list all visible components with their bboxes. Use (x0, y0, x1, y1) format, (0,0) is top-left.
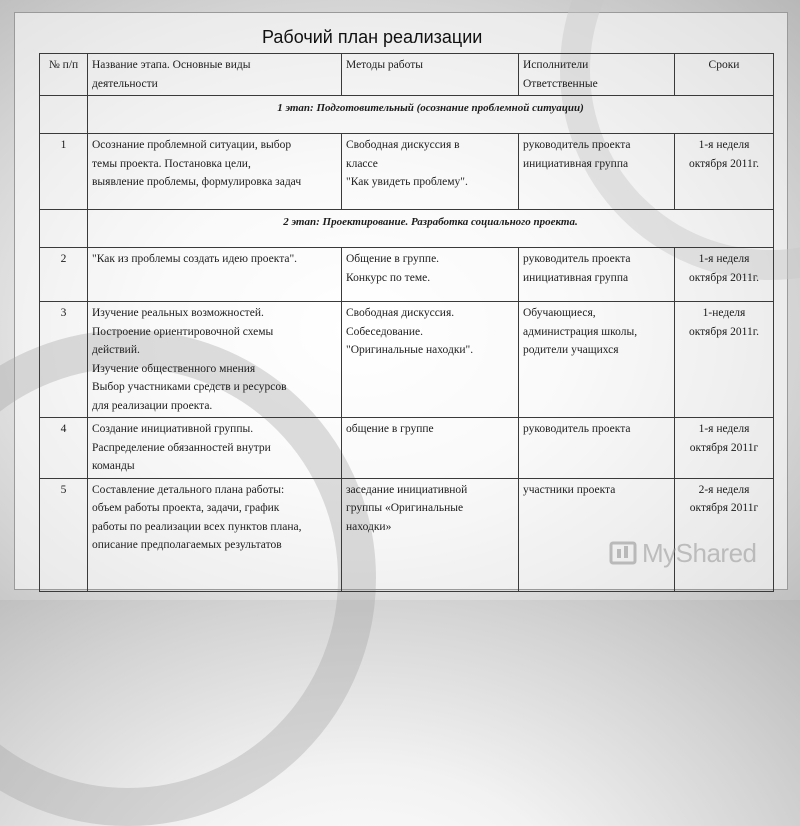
row-executors: руководитель проекта (519, 418, 675, 479)
row-name: Осознание проблемной ситуации, выбор темы проекта. Постановка цели, выявление проблемы, формулировка задач (88, 134, 342, 210)
row-terms: 1-я неделя октября 2011г. (675, 134, 774, 210)
myshared-logo-icon (608, 537, 638, 569)
row-methods: заседание инициативной группы «Оригинальные находки» (342, 478, 519, 591)
header-terms: Сроки (675, 54, 774, 96)
row-executors: участники проекта (519, 478, 675, 591)
page-title: Рабочий план реализации (262, 27, 483, 47)
row-terms: 1-я неделя октября 2011г (675, 418, 774, 479)
header-methods: Методы работы (342, 54, 519, 96)
row-num: 2 (40, 248, 88, 302)
row-terms: 2-я неделя октября 2011г (675, 478, 774, 591)
table-row (40, 302, 774, 418)
table-header-row (40, 54, 774, 96)
table-row (40, 478, 774, 591)
row-name: Составление детального плана работы: объем работы проекта, задачи, график работы по реализации всех пунктов плана, описание предполагаемых результатов (88, 478, 342, 591)
header-num: № п/п (40, 54, 88, 96)
row-name: Создание инициативной группы. Распределение обязанностей внутри команды (88, 418, 342, 479)
table-row (40, 134, 774, 210)
stage-row-spacer (40, 96, 88, 134)
stage-2-title: 2 этап: Проектирование. Разработка социального проекта. (88, 210, 774, 248)
row-methods: Общение в группе. Конкурс по теме. (342, 248, 519, 302)
row-num: 3 (40, 302, 88, 418)
myshared-watermark: MyShared (642, 538, 757, 568)
row-executors: Обучающиеся, администрация школы, родители учащихся (519, 302, 675, 418)
row-methods: Свободная дискуссия в классе "Как увидеть проблему". (342, 134, 519, 210)
row-executors: руководитель проекта инициативная группа (519, 134, 675, 210)
row-num: 1 (40, 134, 88, 210)
row-num: 5 (40, 478, 88, 591)
stage-1-title: 1 этап: Подготовительный (осознание проблемной ситуации) (88, 96, 774, 134)
row-methods: общение в группе (342, 418, 519, 479)
row-num: 4 (40, 418, 88, 479)
header-executors: Исполнители Ответственные (519, 54, 675, 96)
stage-row (40, 210, 774, 248)
plan-table (39, 53, 774, 592)
row-terms: 1-неделя октября 2011г. (675, 302, 774, 418)
stage-row-spacer (40, 210, 88, 248)
table-row (40, 418, 774, 479)
header-name: Название этапа. Основные виды деятельности (88, 54, 342, 96)
stage-row (40, 96, 774, 134)
table-row (40, 248, 774, 302)
row-executors: руководитель проекта инициативная группа (519, 248, 675, 302)
row-methods: Свободная дискуссия. Собеседование. "Оригинальные находки". (342, 302, 519, 418)
row-name: Изучение реальных возможностей. Построение ориентировочной схемы действий. Изучение общественного мнения Выбор участниками средств и ресурсов для реализации проекта. (88, 302, 342, 418)
row-terms: 1-я неделя октября 2011г. (675, 248, 774, 302)
row-name: "Как из проблемы создать идею проекта". (88, 248, 342, 302)
